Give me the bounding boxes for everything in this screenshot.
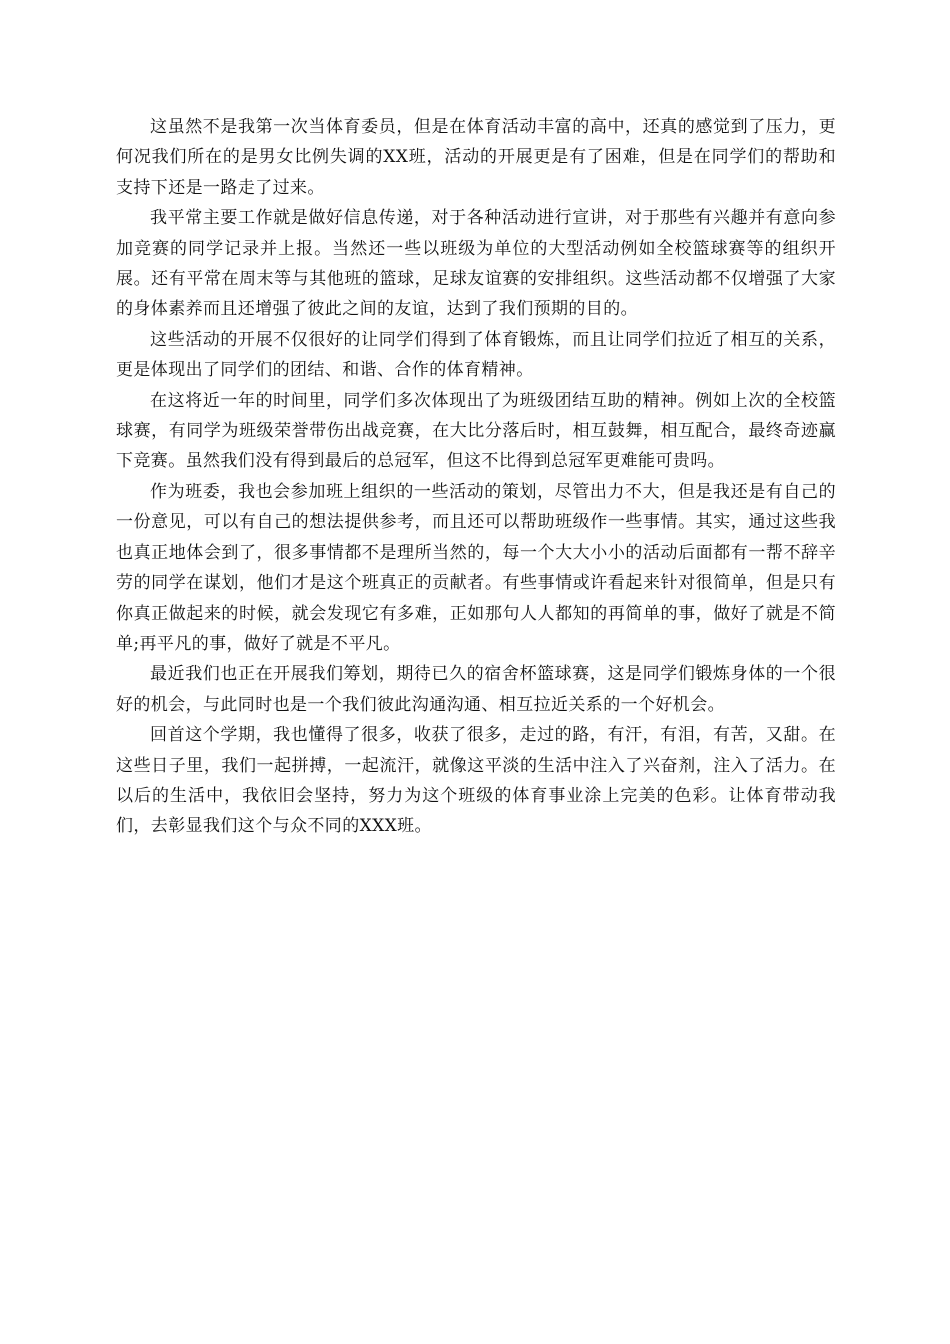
- paragraph: 作为班委，我也会参加班上组织的一些活动的策划，尽管出力不大，但是我还是有自己的一份意见，可以有自己的想法提供参考，而且还可以帮助班级作一些事情。其实，通过这些我也真正地体会到了，很多事情都不是理所当然的，每一个大大小小的活动后面都有一帮不辞辛劳的同学在谋划，他们才是这个班真正的贡献者。有些事情或许看起来针对很简单，但是只有你真正做起来的时候，就会发现它有多难，正如那句人人都知的再简单的事，做好了就是不简单;再平凡的事，做好了就是不平凡。: [116, 481, 836, 654]
- paragraph: 最近我们也正在开展我们筹划，期待已久的宿舍杯篮球赛，这是同学们锻炼身体的一个很好的机会，与此同时也是一个我们彼此沟通沟通、相互拉近关系的一个好机会。: [116, 664, 836, 715]
- paragraph: 这虽然不是我第一次当体育委员，但是在体育活动丰富的高中，还真的感觉到了压力，更何况我们所在的是男女比例失调的XX班，活动的开展更是有了困难，但是在同学们的帮助和支持下还是一路走了过来。: [116, 117, 836, 198]
- paragraph: 我平常主要工作就是做好信息传递，对于各种活动进行宣讲，对于那些有兴趣并有意向参加竞赛的同学记录并上报。当然还一些以班级为单位的大型活动例如全校篮球赛等的组织开展。还有平常在周末等与其他班的篮球，足球友谊赛的安排组织。这些活动都不仅增强了大家的身体素养而且还增强了彼此之间的友谊，达到了我们预期的目的。: [116, 208, 836, 320]
- document-body: [116, 112, 836, 842]
- paragraph: 在这将近一年的时间里，同学们多次体现出了为班级团结互助的精神。例如上次的全校篮球赛，有同学为班级荣誉带伤出战竞赛，在大比分落后时，相互鼓舞，相互配合，最终奇迹赢下竞赛。虽然我们没有得到最后的总冠军，但这不比得到总冠军更难能可贵吗。: [116, 390, 836, 472]
- paragraph: 回首这个学期，我也懂得了很多，收获了很多，走过的路，有汗，有泪，有苦，又甜。在这些日子里，我们一起拼搏，一起流汗，就像这平淡的生活中注入了兴奋剂，注入了活力。在以后的生活中，我依旧会坚持，努力为这个班级的体育事业涂上完美的色彩。让体育带动我们，去彰显我们这个与众不同的XXX班。: [116, 725, 836, 837]
- paragraph: 这些活动的开展不仅很好的让同学们得到了体育锻炼，而且让同学们拉近了相互的关系，更是体现出了同学们的团结、和谐、合作的体育精神。: [116, 329, 836, 381]
